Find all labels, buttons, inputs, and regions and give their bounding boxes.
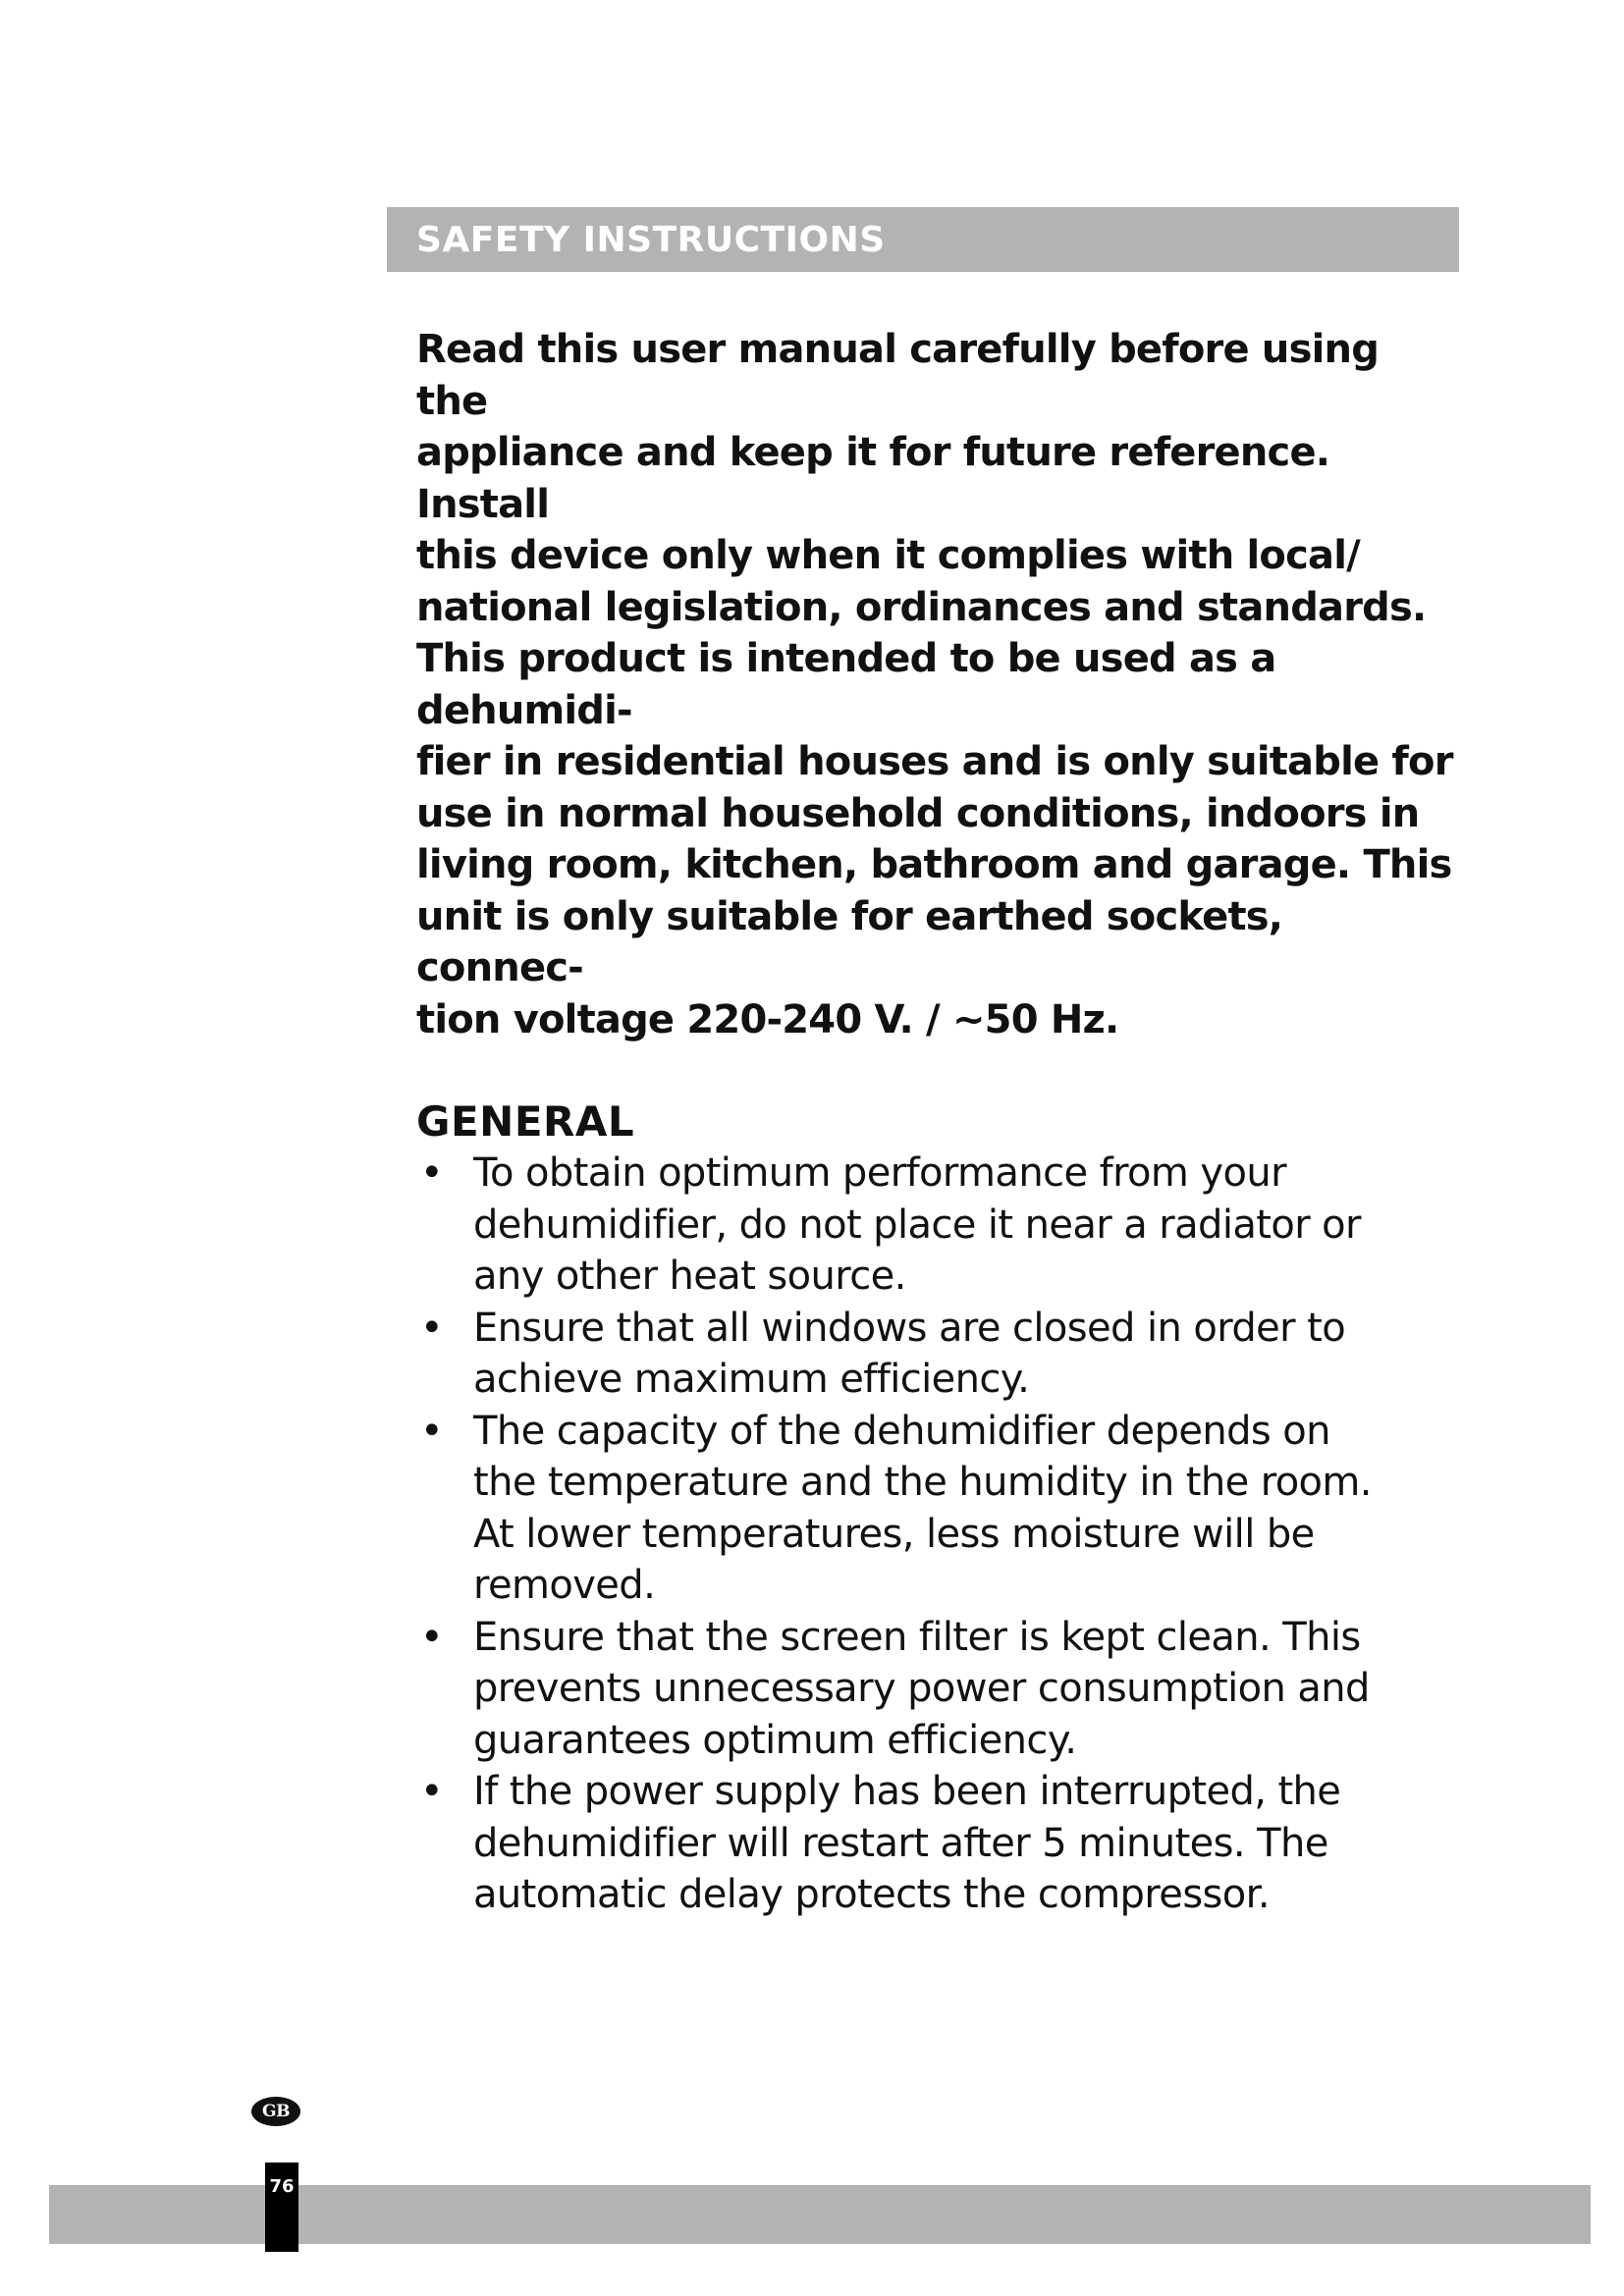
intro-line: national legislation, ordinances and standards. xyxy=(416,584,1427,630)
bullet-icon: • xyxy=(420,1614,443,1660)
bullet-item xyxy=(416,1766,1457,1921)
bullet-icon: • xyxy=(420,1305,443,1351)
intro-line: Read this user manual carefully before using the xyxy=(416,327,1380,424)
bullet-icon: • xyxy=(420,1408,443,1454)
bullet-line: the temperature and the humidity in the room. xyxy=(473,1460,1372,1505)
bullet-line: achieve maximum efficiency. xyxy=(473,1357,1030,1402)
intro-line: tion voltage 220-240 V. / ~50 Hz. xyxy=(416,996,1119,1042)
intro-line: appliance and keep it for future reference. Install xyxy=(416,430,1330,527)
bullet-item xyxy=(416,1406,1457,1612)
bullet-line: Ensure that all windows are closed in order to xyxy=(473,1305,1346,1351)
general-heading: GENERAL xyxy=(416,1097,635,1146)
section-header-bar xyxy=(387,207,1459,272)
bullet-line: any other heat source. xyxy=(473,1254,906,1299)
bullet-line: automatic delay protects the compressor. xyxy=(473,1872,1270,1917)
bullet-line: If the power supply has been interrupted, the xyxy=(473,1769,1341,1814)
page-number: 76 xyxy=(269,2176,295,2197)
bullet-line: guarantees optimum efficiency. xyxy=(473,1717,1077,1763)
bullet-line: dehumidifier, do not place it near a radiator or xyxy=(473,1201,1361,1248)
bullet-line: dehumidifier will restart after 5 minutes. The xyxy=(473,1820,1328,1866)
intro-line: This product is intended to be used as a dehumidi- xyxy=(416,636,1276,733)
language-badge-icon xyxy=(251,2097,300,2126)
bullet-item xyxy=(416,1612,1457,1767)
bullet-icon: • xyxy=(420,1769,443,1814)
bullet-line: removed. xyxy=(473,1563,656,1608)
bullet-line: At lower temperatures, less moisture will be xyxy=(473,1511,1315,1557)
bullet-line: To obtain optimum performance from your xyxy=(473,1150,1286,1196)
section-title: SAFETY INSTRUCTIONS xyxy=(416,219,886,260)
intro-line: unit is only suitable for earthed sockets, connec- xyxy=(416,893,1283,990)
intro-line: fier in residential houses and is only suitable for xyxy=(416,739,1453,784)
page-number-tab xyxy=(265,2163,298,2252)
intro-line: use in normal household conditions, indoors in xyxy=(416,790,1420,836)
bullet-line: Ensure that the screen filter is kept clean. This xyxy=(473,1614,1361,1660)
bullet-line: The capacity of the dehumidifier depends on xyxy=(473,1408,1330,1454)
bullet-item xyxy=(416,1303,1457,1406)
intro-line: this device only when it complies with local/ xyxy=(416,533,1360,578)
general-bullet-list xyxy=(416,1148,1457,1921)
bullet-item xyxy=(416,1148,1457,1303)
language-badge-label: GB xyxy=(262,2102,290,2121)
bullet-line: prevents unnecessary power consumption and xyxy=(473,1666,1370,1711)
intro-paragraph xyxy=(416,324,1457,1045)
intro-line: living room, kitchen, bathroom and garage. This xyxy=(416,842,1452,887)
main-content xyxy=(416,324,1457,1921)
bullet-icon: • xyxy=(420,1150,443,1196)
